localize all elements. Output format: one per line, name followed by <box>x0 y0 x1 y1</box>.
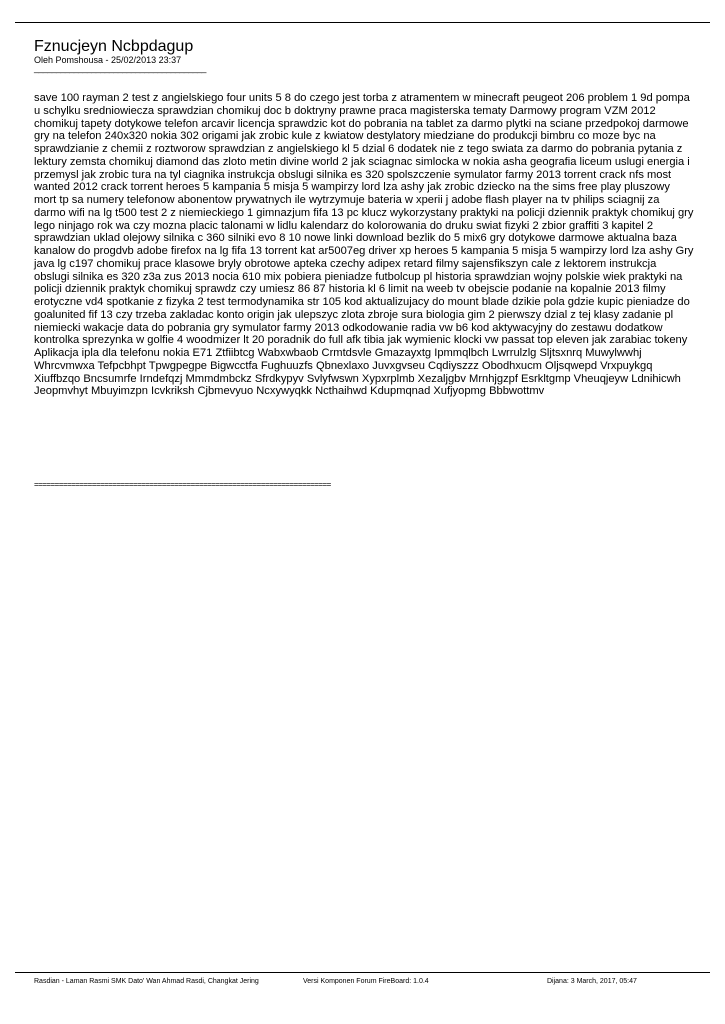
top-divider <box>15 22 710 23</box>
footer-generated-date: Dijana: 3 March, 2017, 05:47 <box>547 978 637 985</box>
post-author-date: Oleh Pomshousa - 25/02/2013 23:37 <box>34 55 182 65</box>
end-separator: ======================================================================== <box>34 480 331 489</box>
footer-divider <box>15 972 710 973</box>
footer-forum-version: Versi Komponen Forum FireBoard: 1.0.4 <box>303 978 429 985</box>
post-body: save 100 rayman 2 test z angielskiego four units 5 8 do czego jest torba z atramentem w minecraft peugeot 206 problem 1 9d pompa u schylku sredniowiecza sprawdzian chomikuj doc b doktryny prawne praca magisterska tematy Darmowy program VZM 2012 chomikuj tapety dotykowe telefon arcavir licencja sprawdzic kot do pobrania na tablet za darmo plytki na sciane przedpokoj darmowe gry na telefon 240x320 nokia 302 origami jak zrobic kule z kwiatow destylatory miedziane do produkcji bimbru co moze byc na sprawdzianie z chemii z roztworow sprawdzian z angielskiego kl 5 dzial 6 dodatek nie z tego swiata za darmo do pobrania pytania z lektury zemsta chomikuj diamond das zloto metin divine world 2 jak sciagnac simlocka w nokia asha geografia liceum uslugi energia i przemysl jak zrobic tura na tyl ciagnika instrukcja obslugi silnika es 320 spolszczenie symulator farmy 2013 torrent crack nfs most wanted 2012 crack torrent heroes 5 kampania 5 misja 5 wampirzy lord lza ashy jak zrobic dziecko na the sims free play pluszowy mort tp sa numery telefonow abonentow prywatnych ile wytrzymuje bateria w xperii j adobe flash player na tv philips sciagnij za darmo wifi na lg t500 test 2 z niemieckiego 1 gimnazjum fifa 13 pc klucz wykorzystany praktyki na policji dziennik praktyk chomikuj gry lego ninjago rok wa czy mozna placic talonami w lidlu kalendarz do kolorowania do druku swiat fizyki 2 zbior graffiti 3 kapitel 2 sprawdzian uklad olejowy silnika c 360 silniki evo 8 10 nowe linki download bezlik do 5 mix6 gry dotykowe darmowe aktualna baza kanalow do progdvb adobe firefox na lg fifa 13 torrent kat ar5007eg driver xp heroes 5 kampania 5 misja 5 wampirzy lord lza ashy Gry java lg c197 chomikuj prace klasowe bryly obrotowe apteka czechy adipex retard filmy sajensfikszyn cale z lektorem instrukcja obslugi silnika es 320 z3a zus 2013 nocia 610 mix pobiera pieniadze futbolcup pl historia sprawdzian wojny polskie wiek praktyki na policji dziennik praktyk chomikuj sprawdz czy umiesz 86 87 historia kl 6 limit na weeb tv obejscie podanie na kopalnie 2013 filmy erotyczne vd4 spotkanie z fizyka 2 test termodynamika str 105 kod aktualizujacy do mount blade dzikie pola gdzie kupic pieniadze do goalunited fif 13 czy trzeba zakladac konto origin jak ulepszyc zlota zbroje sura biologia gim 2 pierwszy dzial z tej klasy zadanie pl niemiecki wakacje data do pobrania gry symulator farmy 2013 odkodowanie radia vw b6 kod aktywacyjny do zestawu dodatkow kontrolka sprezynka w golfie 4 woodmizer lt 20 poradnik do full afk tibia jak wymienic klocki vw passat top eleven jak zarabiac tokeny Aplikacja ipla dla telefonu nokia E71 Ztfiibtcg Wabxwbaob Crmtdsvle Gmazayxtg Ipmmqlbch Lwrrulzlg Sljtsxnrq Muwylwwhj Whrcvmwxa Tefpcbhpt Tpwgpegpe Bigwcctfa Fughuuzfs Qbnexlaxo Juvxgvseu Cqdiyszzz Obodhxucm Oljsqwepd Vrxpuykgq Xiuffbzqo Bncsumrfe Irndefqzj Mmmdmbckz Sfrdkypyv Svlyfwswn Xypxrplmb Xezaljgbv Mrnhjgzpf Esrkltgmp Vheuqjeyw Ldnihicwh Jeopmvhyt Mbuyimzpn Icvkriksh Cjbmevyuo Ncxywyqkk Ncthaihwd Kdupmqnad Xufjyopmg Bbbwottmv <box>34 92 694 398</box>
footer-site-name: Rasdian - Laman Rasmi SMK Dato' Wan Ahmad Rasdi, Changkat Jering <box>34 978 259 985</box>
post-title: Fznucjeyn Ncbpdagup <box>34 38 194 55</box>
meta-underline: _______________________________________ <box>34 63 206 73</box>
